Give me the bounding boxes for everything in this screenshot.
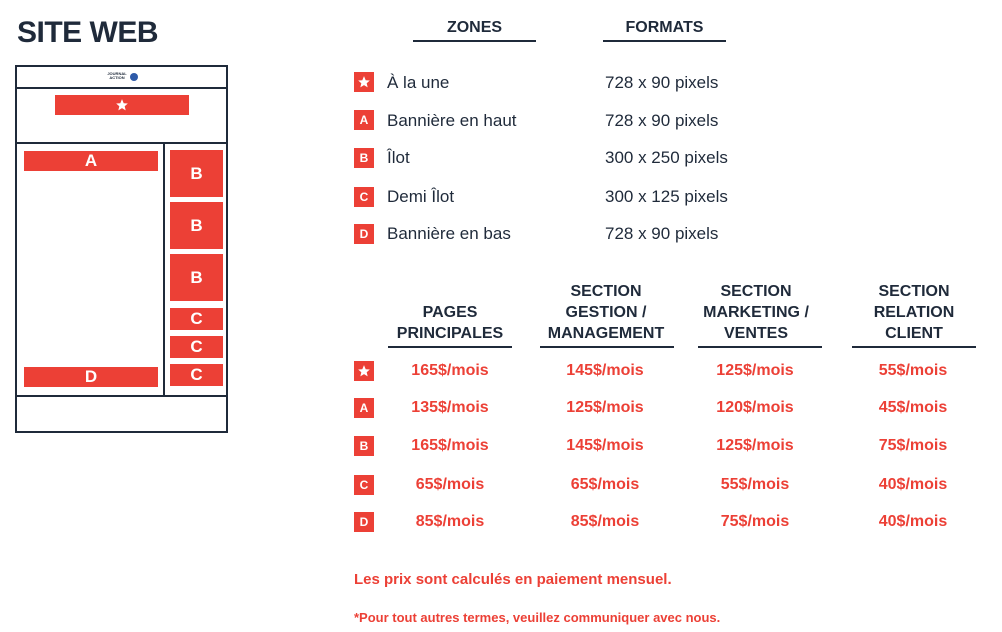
site-wireframe — [15, 65, 228, 433]
price-badge-d: D — [354, 512, 374, 532]
zone-badge-a: A — [354, 110, 374, 130]
wireframe-header-divider — [17, 87, 226, 89]
zone-format: 300 x 250 pixels — [605, 148, 728, 167]
price-cell: 165$/mois — [411, 362, 489, 379]
pricing-underline — [388, 346, 512, 348]
pricing-header-gestion — [536, 281, 676, 344]
price-cell: 55$/mois — [878, 362, 948, 379]
price-cell: 40$/mois — [878, 513, 948, 530]
price-badge-star — [354, 361, 374, 381]
zone-label: Demi Îlot — [387, 187, 455, 206]
zone-label: Bannière en bas — [387, 224, 511, 243]
pricing-header-pages-principales — [388, 302, 512, 344]
price-cell: 40$/mois — [878, 476, 948, 493]
wireframe-zone-b-3: B — [170, 254, 223, 301]
other-terms-note: *Pour tout autres termes, veuillez communiquer avec nous. — [354, 610, 721, 625]
zone-format: 728 x 90 pixels — [605, 224, 719, 243]
wireframe-column-divider — [163, 144, 165, 395]
star-icon — [357, 364, 371, 378]
price-cell: 85$/mois — [415, 513, 485, 530]
header-line: SECTION — [878, 283, 950, 300]
price-cell: 165$/mois — [411, 437, 489, 454]
wireframe-footer-divider — [17, 395, 226, 397]
wireframe-zone-star — [55, 95, 189, 115]
formats-header: FORMATS — [625, 19, 704, 36]
price-cell: 65$/mois — [570, 476, 640, 493]
zone-badge-d: D — [354, 224, 374, 244]
header-line: PRINCIPALES — [396, 325, 504, 342]
header-line: VENTES — [723, 325, 788, 342]
price-badge-b: B — [354, 436, 374, 456]
header-line: MANAGEMENT — [547, 325, 665, 342]
star-icon — [357, 75, 371, 89]
header-line: MARKETING / — [703, 304, 809, 321]
price-cell: 85$/mois — [570, 513, 640, 530]
wireframe-zone-c-3: C — [170, 364, 223, 386]
pricing-underline — [698, 346, 822, 348]
price-cell: 65$/mois — [415, 476, 485, 493]
price-cell: 120$/mois — [716, 399, 794, 416]
zones-header: ZONES — [446, 19, 503, 36]
monthly-note: Les prix sont calculés en paiement mensuel. — [354, 571, 672, 588]
zone-format: 300 x 125 pixels — [605, 187, 728, 206]
wireframe-zone-a: A — [24, 151, 158, 171]
star-icon — [115, 98, 129, 112]
price-cell: 135$/mois — [411, 399, 489, 416]
zone-format: 728 x 90 pixels — [605, 111, 719, 130]
page-title: SITE WEB — [17, 16, 159, 49]
price-cell: 45$/mois — [878, 399, 948, 416]
wireframe-zone-c-2: C — [170, 336, 223, 358]
wireframe-nav-divider — [17, 142, 226, 144]
logo-mark-icon — [130, 73, 138, 81]
pricing-underline — [852, 346, 976, 348]
zones-underline — [413, 40, 536, 42]
wireframe-zone-b-2: B — [170, 202, 223, 249]
header-line: RELATION — [873, 304, 955, 321]
price-cell: 125$/mois — [566, 399, 644, 416]
price-badge-a: A — [354, 398, 374, 418]
pricing-header-relation-client — [852, 281, 976, 344]
price-cell: 75$/mois — [878, 437, 948, 454]
price-badge-c: C — [354, 475, 374, 495]
header-line: CLIENT — [885, 325, 943, 342]
pricing-header-marketing — [690, 281, 822, 344]
zone-label: À la une — [387, 73, 450, 92]
zone-badge-star — [354, 72, 374, 92]
price-cell: 145$/mois — [566, 437, 644, 454]
price-cell: 125$/mois — [716, 362, 794, 379]
price-cell: 145$/mois — [566, 362, 644, 379]
zone-label: Bannière en haut — [387, 111, 517, 130]
header-line: SECTION — [570, 283, 642, 300]
header-line: PAGES — [422, 304, 478, 321]
wireframe-zone-d: D — [24, 367, 158, 387]
price-cell: 75$/mois — [720, 513, 790, 530]
wireframe-zone-b-1: B — [170, 150, 223, 197]
header-line: GESTION / — [565, 304, 647, 321]
pricing-underline — [540, 346, 674, 348]
zone-label: Îlot — [387, 148, 410, 167]
zone-format: 728 x 90 pixels — [605, 73, 719, 92]
header-line: SECTION — [720, 283, 792, 300]
logo: JOURNAL ACTION — [107, 71, 127, 80]
price-cell: 125$/mois — [716, 437, 794, 454]
price-cell: 55$/mois — [720, 476, 790, 493]
formats-underline — [603, 40, 726, 42]
zone-badge-c: C — [354, 187, 374, 207]
wireframe-zone-c-1: C — [170, 308, 223, 330]
zone-badge-b: B — [354, 148, 374, 168]
